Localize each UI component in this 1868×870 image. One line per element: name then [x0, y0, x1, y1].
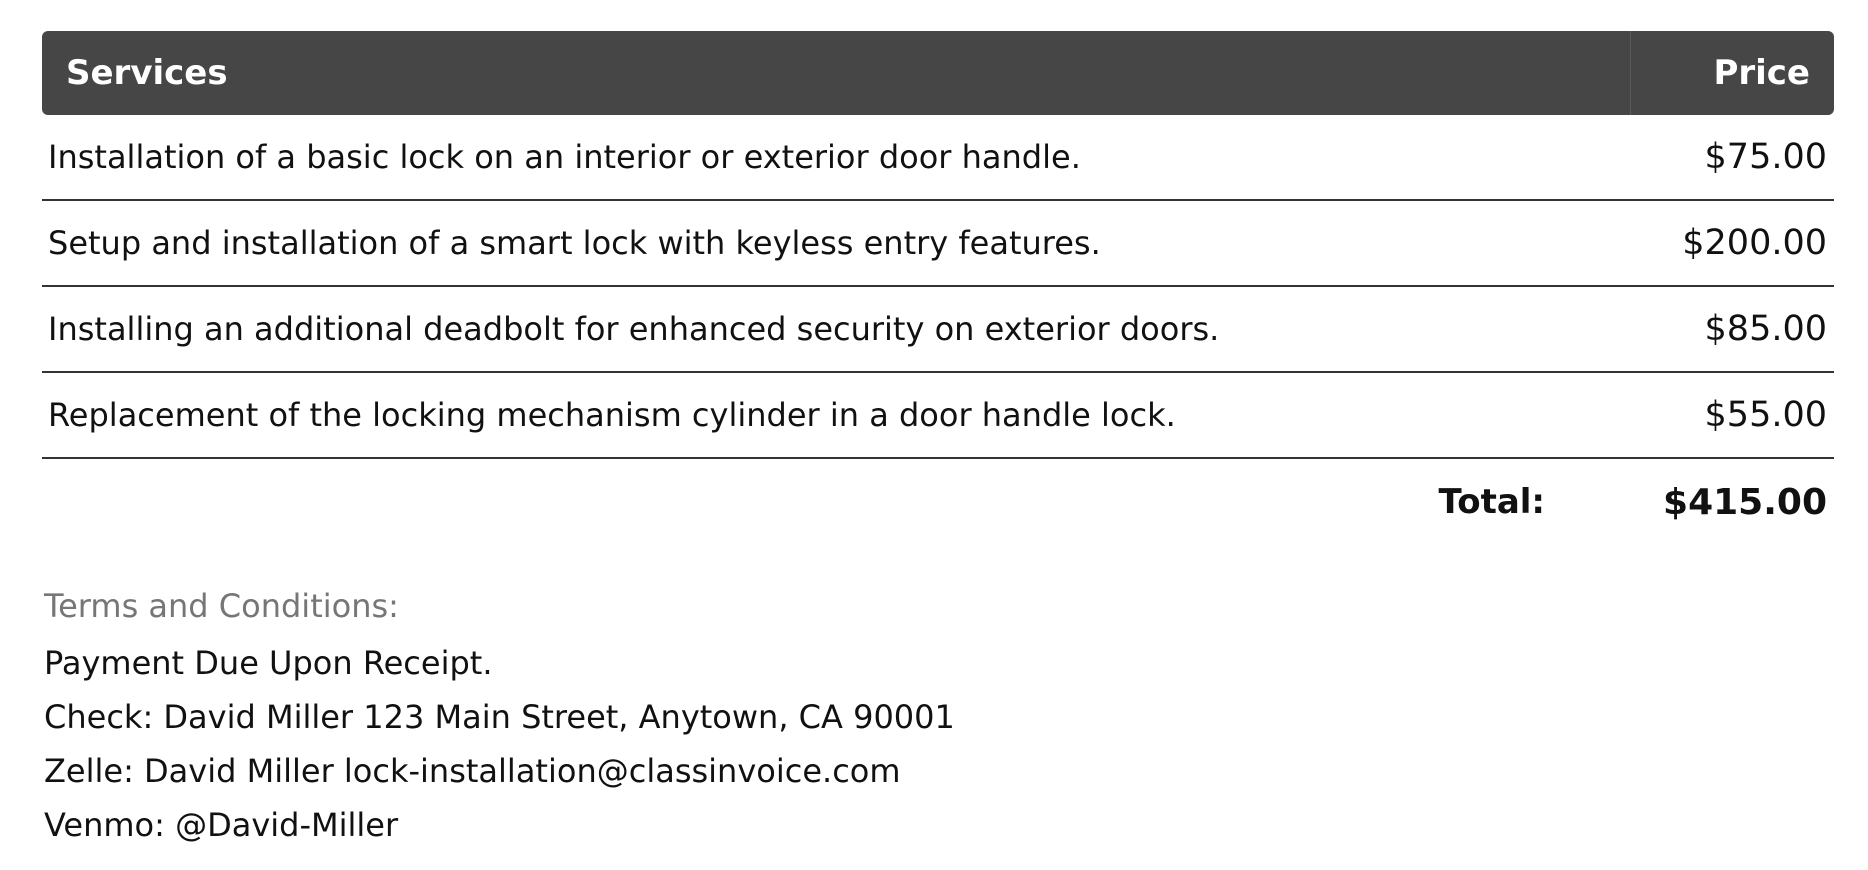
service-description: Installation of a basic lock on an interior or exterior door handle. [48, 138, 1081, 176]
table-row [42, 287, 1834, 373]
venmo-payment-line: Venmo: @David-Miller [44, 806, 399, 844]
service-price: $200.00 [1682, 223, 1827, 263]
service-description: Installing an additional deadbolt for enhanced security on exterior doors. [48, 310, 1220, 348]
table-header [42, 31, 1834, 115]
total-value: $415.00 [1663, 481, 1827, 523]
terms-title: Terms and Conditions: [44, 587, 399, 625]
total-label: Total: [1438, 482, 1546, 522]
service-description: Replacement of the locking mechanism cylinder in a door handle lock. [48, 396, 1176, 434]
services-table [42, 31, 1834, 545]
service-price: $55.00 [1704, 395, 1827, 435]
check-payment-line: Check: David Miller 123 Main Street, Anytown, CA 90001 [44, 698, 955, 736]
service-price: $75.00 [1704, 137, 1827, 177]
total-row [42, 459, 1834, 545]
services-column-header: Services [66, 53, 228, 93]
service-description: Setup and installation of a smart lock with keyless entry features. [48, 224, 1101, 262]
payment-terms-line: Payment Due Upon Receipt. [44, 644, 493, 682]
price-column-header: Price [1630, 31, 1834, 115]
table-row [42, 201, 1834, 287]
table-row [42, 373, 1834, 459]
zelle-payment-line: Zelle: David Miller lock-installation@classinvoice.com [44, 752, 901, 790]
terms-section [44, 582, 955, 852]
service-price: $85.00 [1704, 309, 1827, 349]
table-row [42, 115, 1834, 201]
